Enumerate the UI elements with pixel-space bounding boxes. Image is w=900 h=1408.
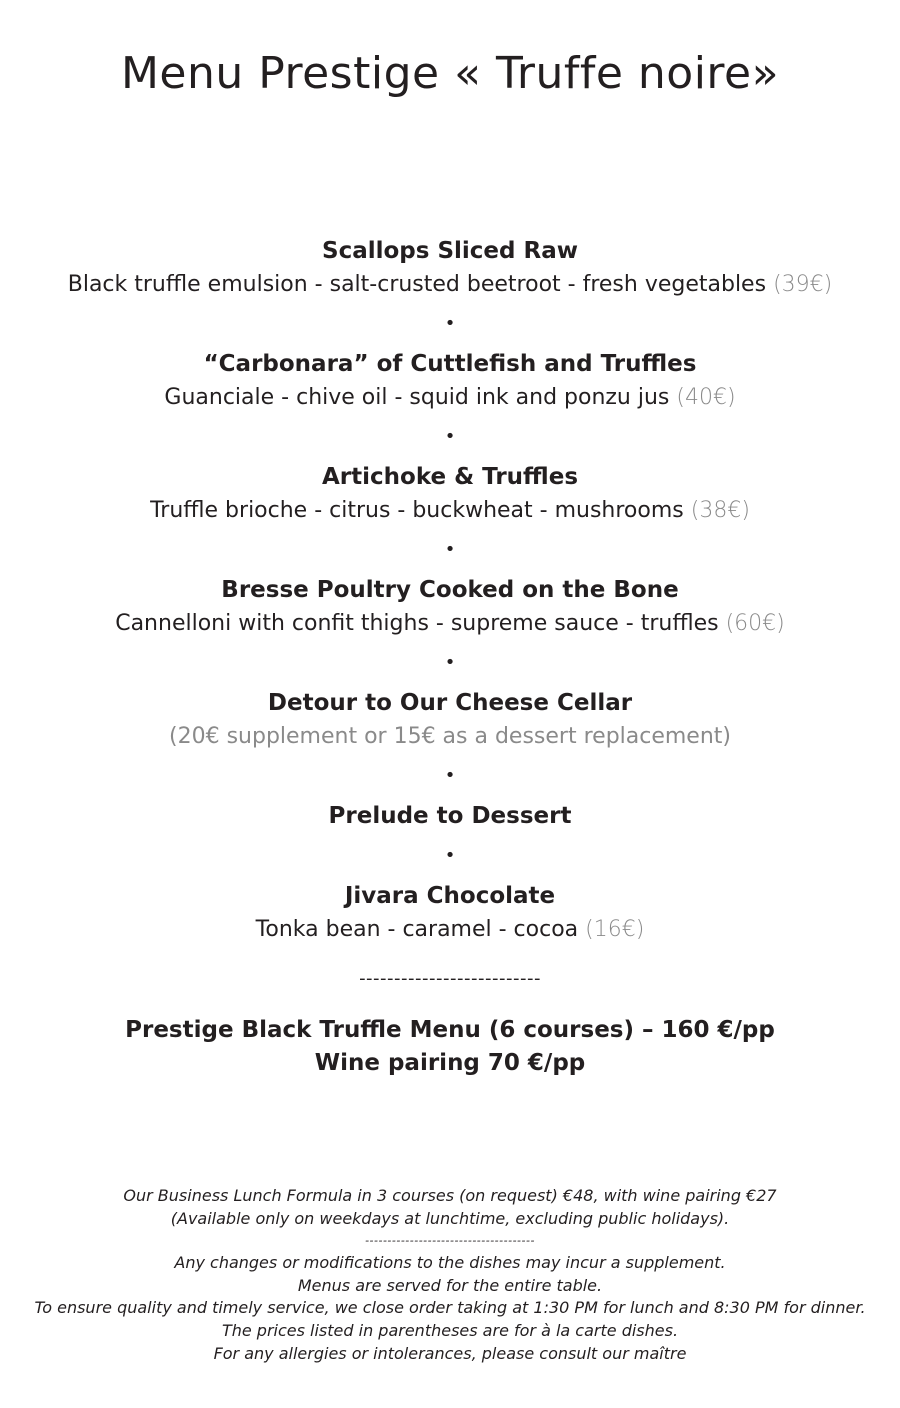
course-bresse-poultry bbox=[0, 573, 900, 640]
footer-separator: -------------------------------------- bbox=[365, 1234, 535, 1248]
course-description bbox=[0, 607, 900, 640]
course-price: (38€) bbox=[690, 498, 750, 523]
course-divider: • bbox=[444, 426, 456, 447]
course-description-text: Truffle brioche - citrus - buckwheat - mushrooms bbox=[150, 498, 684, 523]
course-name: Bresse Poultry Cooked on the Bone bbox=[221, 577, 679, 603]
course-description-text: Black truffle emulsion - salt-crusted beetroot - fresh vegetables bbox=[67, 272, 767, 297]
course-divider: • bbox=[444, 652, 456, 673]
menu-pricing bbox=[0, 1014, 900, 1080]
wine-pairing-price: Wine pairing 70 €/pp bbox=[314, 1050, 586, 1076]
course-prelude-dessert bbox=[0, 799, 900, 833]
menu-title: Menu Prestige « Truffe noire» bbox=[120, 48, 780, 99]
footer-notes bbox=[0, 1185, 900, 1365]
course-name: Prelude to Dessert bbox=[328, 803, 572, 829]
course-price: (39€) bbox=[773, 272, 833, 297]
course-scallops bbox=[0, 234, 900, 301]
course-price: (60€) bbox=[725, 611, 785, 636]
section-separator: -------------------------- bbox=[359, 968, 541, 989]
course-description bbox=[0, 494, 900, 527]
course-name: Detour to Our Cheese Cellar bbox=[267, 690, 633, 716]
menu-price: Prestige Black Truffle Menu (6 courses) – 160 €/pp bbox=[125, 1017, 775, 1043]
footer-prices-note: The prices listed in parentheses are for à la carte dishes. bbox=[221, 1320, 679, 1340]
course-divider: • bbox=[444, 313, 456, 334]
footer-allergy-note: For any allergies or intolerances, please consult our maître bbox=[213, 1343, 687, 1363]
footer-table-note: Menus are served for the entire table. bbox=[297, 1275, 603, 1295]
footer-availability: (Available only on weekdays at lunchtime, excluding public holidays). bbox=[170, 1208, 730, 1228]
course-list bbox=[0, 234, 900, 1080]
course-description-text: Guanciale - chive oil - squid ink and ponzu jus bbox=[164, 385, 670, 410]
course-name: “Carbonara” of Cuttlefish and Truffles bbox=[203, 351, 697, 377]
course-price: (16€) bbox=[585, 917, 645, 942]
course-carbonara bbox=[0, 347, 900, 414]
course-price: (40€) bbox=[676, 385, 736, 410]
course-jivara-chocolate bbox=[0, 879, 900, 946]
footer-order-times-note: To ensure quality and timely service, we close order taking at 1:30 PM for lunch and 8:30 PM for dinner. bbox=[34, 1298, 866, 1318]
course-description-text: Tonka bean - caramel - cocoa bbox=[255, 917, 579, 942]
course-supplement-note: (20€ supplement or 15€ as a dessert replacement) bbox=[169, 724, 731, 749]
course-description-text: Cannelloni with confit thighs - supreme sauce - truffles bbox=[115, 611, 719, 636]
footer-modifications-note: Any changes or modifications to the dishes may incur a supplement. bbox=[174, 1253, 726, 1273]
course-artichoke bbox=[0, 460, 900, 527]
course-description bbox=[0, 381, 900, 414]
course-name: Scallops Sliced Raw bbox=[322, 238, 578, 264]
course-divider: • bbox=[444, 765, 456, 786]
course-name: Jivara Chocolate bbox=[344, 883, 556, 909]
footer-business-lunch: Our Business Lunch Formula in 3 courses (on request) €48, with wine pairing €27 bbox=[123, 1186, 777, 1205]
course-divider: • bbox=[444, 845, 456, 866]
course-name: Artichoke & Truffles bbox=[321, 464, 579, 490]
course-divider: • bbox=[444, 539, 456, 560]
course-description bbox=[0, 913, 900, 946]
course-description bbox=[0, 268, 900, 301]
course-cheese-cellar bbox=[0, 686, 900, 753]
